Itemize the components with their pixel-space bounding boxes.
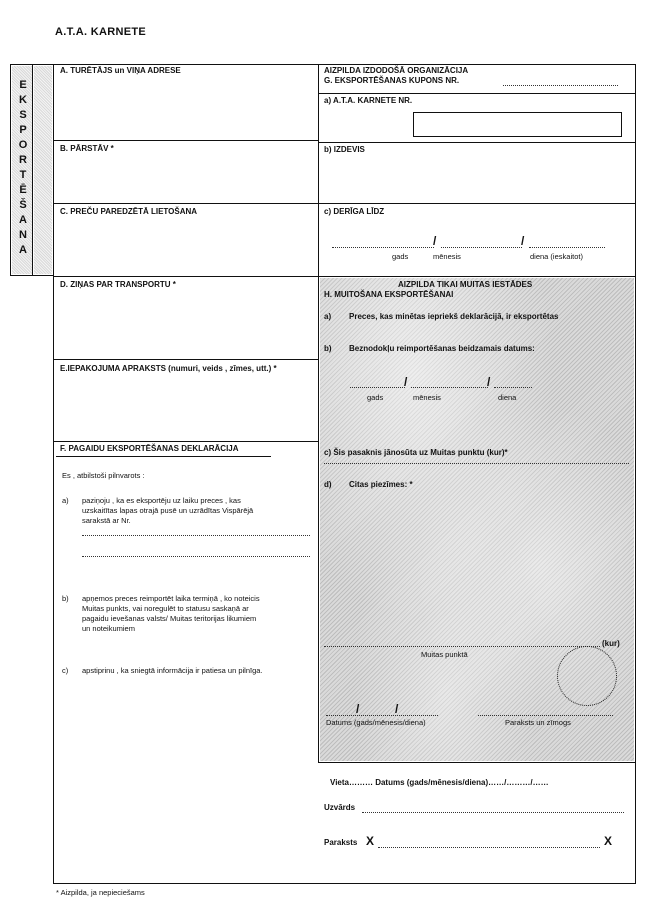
side-label-letter: S bbox=[19, 109, 27, 121]
surname-field[interactable] bbox=[362, 812, 624, 813]
section-a-label: A. TURĒTĀJS un VIŅA ADRESE bbox=[60, 66, 181, 75]
issued-by-label: b) IZDEVIS bbox=[324, 145, 365, 154]
f-b-line-4: un noteikumiem bbox=[82, 624, 135, 633]
f-a-line-1: paziņoju , ka es eksportēju uz laiku preces , kas bbox=[82, 496, 241, 505]
h-year-caption: gads bbox=[367, 393, 384, 402]
valid-year-caption: gads bbox=[392, 252, 409, 261]
side-label-letter: K bbox=[19, 94, 27, 106]
section-f-title: F. PAGAIDU EKSPORTĒŠANAS DEKLARĀCIJA bbox=[60, 444, 239, 453]
date-slash-2: / bbox=[521, 234, 525, 248]
signature-start-mark: X bbox=[366, 834, 375, 848]
f-a-fill-line-1[interactable] bbox=[82, 535, 310, 536]
valid-until-month-field[interactable] bbox=[441, 247, 522, 248]
official-stamp-circle bbox=[557, 646, 617, 706]
customs-clearance-heading: H. MUITOŠANA EKSPORTĒŠANAI bbox=[324, 290, 454, 299]
g-coupon-label: G. EKSPORTĒŠANAS KUPONS NR. bbox=[324, 76, 460, 85]
side-label-letter: R bbox=[19, 154, 27, 166]
h-b-text: Beznodokļu reimportēšanas beidzamais datums: bbox=[349, 344, 535, 353]
section-c-label: C. PREČU PAREDZĒTĀ LIETOŠANA bbox=[60, 207, 198, 216]
f-a-mark: a) bbox=[62, 496, 69, 505]
at-customs-office-label: Muitas punktā bbox=[421, 650, 468, 659]
side-label-letter: T bbox=[19, 169, 27, 181]
c-date-slash-2: / bbox=[395, 702, 399, 716]
h-date-slash-1: / bbox=[404, 375, 408, 389]
h-d-mark: d) bbox=[324, 480, 332, 489]
footnote: * Aizpilda, ja nepieciešams bbox=[56, 888, 145, 897]
side-label bbox=[12, 78, 34, 258]
h-a-mark: a) bbox=[324, 312, 332, 321]
h-d-text: Citas piezīmes: * bbox=[349, 480, 413, 489]
f-b-line-3: pagaidu ievešanas valsts/ Muitas teritorijas likumiem bbox=[82, 614, 257, 623]
valid-until-year-field[interactable] bbox=[332, 247, 434, 248]
where-label: (kur) bbox=[602, 639, 620, 648]
f-a-line-2: uzskaitītas lapas otrajā pusē un uzrādītas Vispārējā bbox=[82, 506, 254, 515]
side-strip-hatch-right bbox=[34, 66, 52, 274]
valid-until-day-field[interactable] bbox=[529, 247, 605, 248]
side-label-letter: E bbox=[19, 79, 27, 91]
f-b-mark: b) bbox=[62, 594, 69, 603]
signature-end-mark: X bbox=[604, 834, 613, 848]
section-f-intro: Es , atbilstoši pilnvarots : bbox=[62, 471, 145, 480]
f-a-line-3: sarakstā ar Nr. bbox=[82, 516, 131, 525]
date-slash-1: / bbox=[433, 234, 437, 248]
c-date-slash-1: / bbox=[356, 702, 360, 716]
side-label-letter: P bbox=[19, 124, 27, 136]
valid-month-caption: mēnesis bbox=[433, 252, 461, 261]
place-date-label: Vieta……… Datums (gads/mēnesis/diena)……/………/…… bbox=[330, 778, 549, 787]
side-label-letter: O bbox=[18, 139, 28, 151]
surname-label: Uzvārds bbox=[324, 803, 356, 812]
column-divider bbox=[318, 64, 319, 762]
f-b-line-1: apņemos preces reimportēt laika termiņā , ko noteicis bbox=[82, 594, 260, 603]
coupon-number-field[interactable] bbox=[503, 85, 618, 86]
h-day-caption: diena bbox=[498, 393, 517, 402]
carnet-number-label: a) A.T.A. KARNETE NR. bbox=[324, 96, 413, 105]
h-c-text: c) Šis pasaknis jānosūta uz Muitas punktu (kur)* bbox=[324, 448, 508, 457]
f-c-line-1: apstiprinu , ka sniegtā informācija ir patiesa un pilnīga. bbox=[82, 666, 263, 675]
reimport-day-field[interactable] bbox=[494, 387, 532, 388]
side-label-letter: A bbox=[19, 214, 27, 226]
section-b-label: B. PĀRSTĀV * bbox=[60, 144, 114, 153]
customs-signature-field[interactable] bbox=[478, 715, 613, 716]
customs-date-caption: Datums (gads/mēnesis/diena) bbox=[326, 718, 426, 727]
send-to-office-field[interactable] bbox=[324, 463, 629, 464]
customs-only-heading: AIZPILDA TIKAI MUITAS IESTĀDES bbox=[398, 280, 533, 289]
section-d-label: D. ZIŅAS PAR TRANSPORTU * bbox=[60, 280, 176, 289]
signature-stamp-caption: Paraksts un zīmogs bbox=[505, 718, 571, 727]
h-a-text: Preces, kas minētas iepriekš deklarācijā, ir eksportētas bbox=[349, 312, 559, 321]
valid-until-label: c) DERĪGA LĪDZ bbox=[324, 207, 385, 216]
signature-field[interactable] bbox=[378, 847, 600, 848]
side-label-letter: Ē bbox=[19, 184, 27, 196]
side-label-letter: N bbox=[19, 229, 27, 241]
f-b-line-2: Muitas punkts, vai noregulēt to statusu saskaņā ar bbox=[82, 604, 249, 613]
document-title: A.T.A. KARNETE bbox=[55, 26, 146, 38]
reimport-year-field[interactable] bbox=[350, 387, 405, 388]
g-issuer-heading: AIZPILDA IZDODOŠĀ ORGANIZĀCIJA bbox=[324, 66, 469, 75]
h-date-slash-2: / bbox=[487, 375, 491, 389]
valid-day-caption: diena (ieskaitot) bbox=[530, 252, 583, 261]
h-b-mark: b) bbox=[324, 344, 332, 353]
section-e-label: E.IEPAKOJUMA APRAKSTS (numuri, veids , zīmes, utt.) * bbox=[60, 364, 277, 373]
f-c-mark: c) bbox=[62, 666, 69, 675]
customs-office-field[interactable] bbox=[324, 646, 600, 647]
side-label-letter: Š bbox=[19, 199, 27, 211]
h-month-caption: mēnesis bbox=[413, 393, 441, 402]
signature-label: Paraksts bbox=[324, 838, 358, 847]
side-label-letter: A bbox=[19, 244, 27, 256]
carnet-number-box[interactable] bbox=[413, 112, 622, 137]
customs-date-field[interactable] bbox=[326, 715, 438, 716]
reimport-month-field[interactable] bbox=[411, 387, 488, 388]
f-a-fill-line-2[interactable] bbox=[82, 556, 310, 557]
